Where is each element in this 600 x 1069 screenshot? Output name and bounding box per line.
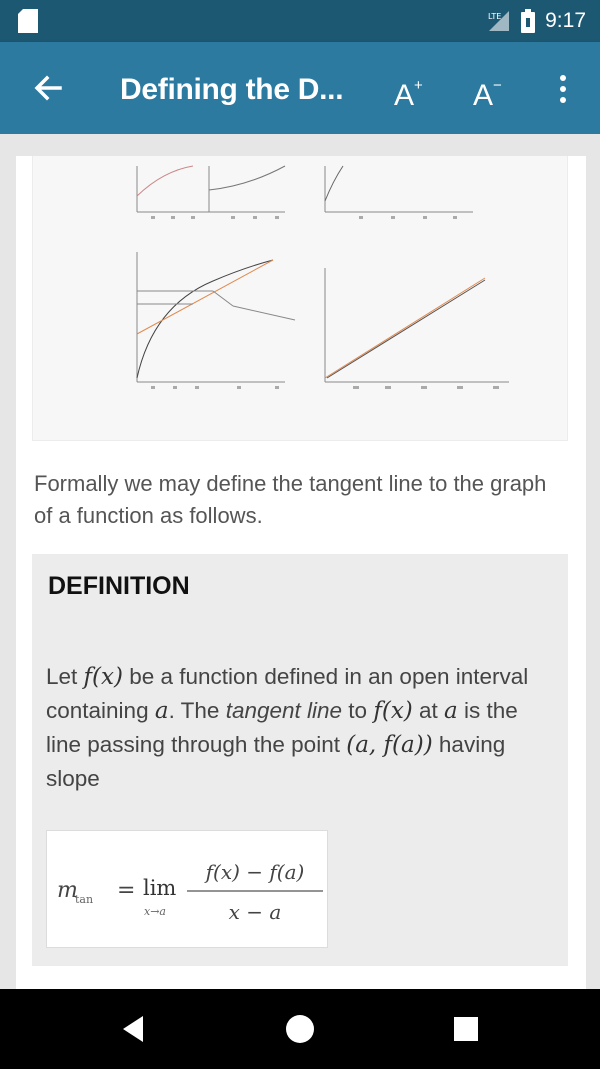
more-vert-icon [560, 75, 566, 81]
definition-title: DEFINITION [48, 572, 190, 600]
increase-font-sign: + [414, 77, 423, 94]
formula-eq: = [117, 878, 136, 903]
page-title: Defining the D... [120, 73, 344, 106]
term-tangent-line: tangent line [225, 698, 343, 723]
def-period: . The [168, 698, 226, 723]
app-bar [0, 42, 600, 134]
formula-lhs-sub: tan [75, 893, 94, 906]
slope-formula [47, 831, 327, 947]
status-time: 9:17 [545, 9, 586, 32]
definition-box [32, 554, 568, 966]
figure-graphs [32, 156, 568, 441]
more-options-button[interactable] [548, 66, 578, 112]
back-arrow-icon [33, 73, 63, 103]
formula-lim-sub: x→a [144, 905, 166, 918]
math-fx-2: f(x) [373, 698, 413, 724]
formula-lhs: m [57, 878, 78, 903]
recents-square-icon [452, 1015, 480, 1043]
decrease-font-sign: − [493, 77, 502, 94]
def-slope: having slope [46, 732, 506, 791]
increase-font-label: A [394, 79, 415, 112]
home-circle-icon [284, 1013, 316, 1045]
decrease-font-label: A [473, 79, 494, 112]
status-bar [0, 0, 600, 42]
math-a-2: a [444, 698, 458, 724]
formula-denominator: x − a [228, 900, 282, 924]
nav-recents-button[interactable] [446, 1009, 486, 1049]
def-to: to [342, 698, 374, 723]
math-fx: f(x) [83, 664, 123, 690]
graph-thumbnail [33, 156, 567, 440]
definition-text [46, 660, 556, 796]
back-button[interactable] [24, 64, 72, 112]
intro-paragraph: Formally we may define the tangent line to the graph of a function as follows. [34, 471, 547, 528]
status-icons [487, 7, 586, 35]
nav-back-button[interactable] [113, 1009, 153, 1049]
def-at: at [412, 698, 445, 723]
formula-box [46, 830, 328, 948]
content-scroll-area[interactable] [0, 134, 600, 989]
signal-icon [487, 9, 511, 33]
increase-font-button[interactable] [394, 68, 423, 112]
sd-card-icon [18, 9, 38, 33]
def-after-fx: be a function defined in an open interval containing [46, 664, 529, 723]
formula-numerator: f(x) − f(a) [205, 860, 305, 884]
def-line: is the line passing through the point [46, 698, 518, 757]
article-page [16, 156, 586, 989]
formula-lim: lim [143, 876, 177, 900]
battery-icon [521, 9, 535, 33]
back-triangle-icon [119, 1014, 147, 1044]
svg-text:LTE: LTE [488, 12, 502, 21]
math-point: (a, f(a)) [346, 732, 433, 758]
system-nav-bar [0, 989, 600, 1069]
nav-home-button[interactable] [280, 1009, 320, 1049]
math-a: a [154, 698, 169, 724]
decrease-font-button[interactable] [473, 68, 502, 112]
def-let: Let [46, 664, 84, 689]
